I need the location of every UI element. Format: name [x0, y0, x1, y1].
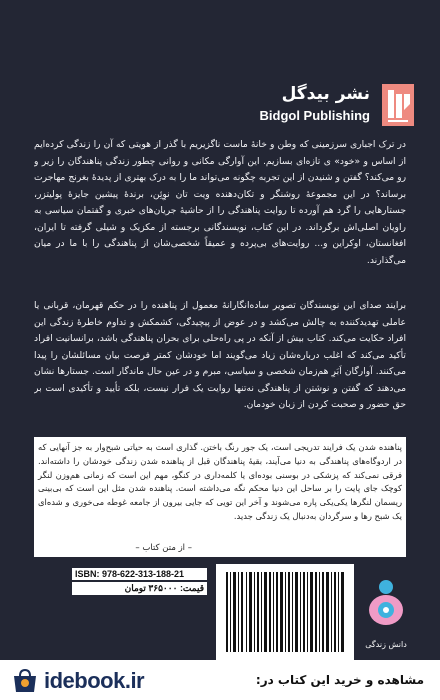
- imprint-logo: [362, 578, 410, 649]
- publisher-name-en: Bidgol Publishing: [259, 108, 370, 123]
- publisher-name-fa: نشر بیدگل: [281, 84, 370, 104]
- quote-source: – از متن کتاب –: [135, 543, 192, 553]
- quote-box: [34, 437, 406, 557]
- idebook-logo-text: idebook.ir: [44, 668, 145, 693]
- publisher-name: [260, 84, 371, 123]
- price-text: قیمت: ۳۶۵۰۰۰ تومان: [72, 582, 207, 595]
- isbn-block: [72, 568, 207, 595]
- barcode-icon: [216, 564, 354, 660]
- imprint-figure-icon: [364, 578, 408, 634]
- publisher-logo-icon: [382, 84, 414, 126]
- blurb-paragraph-2: برایند صدای این نویسندگان تصویر ساده‌انگارانهٔ معمول از پناهنده را در حکم قهرمان، قربانی یا عاملی تهدیدکننده به چالش می‌کشد و در عوض از پیچیدگی، کشمکش و تداوم خاطرهٔ زندگی این افراد حکایت می‌کند. کتاب بیش از آنکه در پی راه‌حلی برای بحران پناهندگی باشد، برانسانیت افراد تأکید می‌کند که اغلب درباره‌شان زیاد می‌گویند اما خودشان کمتر فرصت بیان مسائلشان را پیدا می‌کنند. آوارگان اَبَرِ هم‌زمان شخصی و سیاسی، مبرم و در عین حال ماندگار است. جستارها نشان می‌دهند که گفتن و نوشتن از پناهندگی نه‌تنها روایت یک فرار نیست، بلکه تأیید و تأکیدی است بر حق حضور و صحبت کردن از زبان خودمان.: [34, 300, 406, 410]
- idebook-bag-icon: [10, 668, 40, 694]
- quote-text: پناهنده شدن یک فرایند تدریجی است، یک جور رنگ باختن. گذاری است به حیاتی شبح‌وار به جز آنهایی که در اردوگاه‌های پناهندگی به دنیا می‌آیند، بقیهٔ پناهندگان قبل از پناهنده شدن زندگی خودشان را داشته‌اند. فرقی نمی‌کند که پزشکی در بوسنی بوده‌ای یا کلمه‌داری در کنگو، مهم این است که زمانی هم‌وزن لنگر کوچک جای پایت را بر ساحل این دنیا محکم نگه می‌داشته است. پناهنده شدن مثل این است که بی‌بینی ریسمان لنگرها یکی‌یکی پاره می‌شوند و آخر این تویی که جایی بیرون از جامعه غوطه می‌خوری و شده‌ای یک شبح رها و سرگردان به‌دنبال یک زندگی جدید.: [38, 442, 402, 521]
- blurb-paragraph-1: در ترک اجباری سرزمینی که وطن و خانهٔ ماست ناگزیریم با گذر از هویتی که آن را زندگی کرده‌ایم از اساس و «خود» ی تازه‌ای بسازیم. این آوارگی مکانی و روانی چطور زندگی پناهندگان را زیر و رو می‌کند؟ گفتن و شنیدن از این تجربه چگونه می‌تواند ما را به درک بهتری از پدیدهٔ بغرنج مهاجرت برساند؟ در این مجموعهٔ روشنگر و تکان‌دهنده ویت تان نوِئِن، برندهٔ پیشین جایزهٔ پولیتزر، جستارهایی را گرد هم آورده تا روایت پناهندگی را از حاشیهٔ جریان‌های خبری و گفتمان سیاسی به راویان اصلی‌اش برگرداند. در این کتاب، نویسندگانی برجسته از مکزیک و شیلی گرفته تا ایران، افغانستان، اوکراین و... روایت‌های بی‌پرده و عمیقاً شخصی‌شان از پناهندگی را با ما در میان می‌گذارند.: [34, 139, 406, 266]
- footer-caption: مشاهده و خرید این کتاب در:: [255, 673, 424, 687]
- idebook-logo[interactable]: [10, 668, 145, 694]
- isbn-text: ISBN: 978-622-313-188-21: [72, 568, 207, 580]
- footer-bar: [0, 660, 440, 700]
- imprint-name: دانش زندگی: [365, 640, 407, 649]
